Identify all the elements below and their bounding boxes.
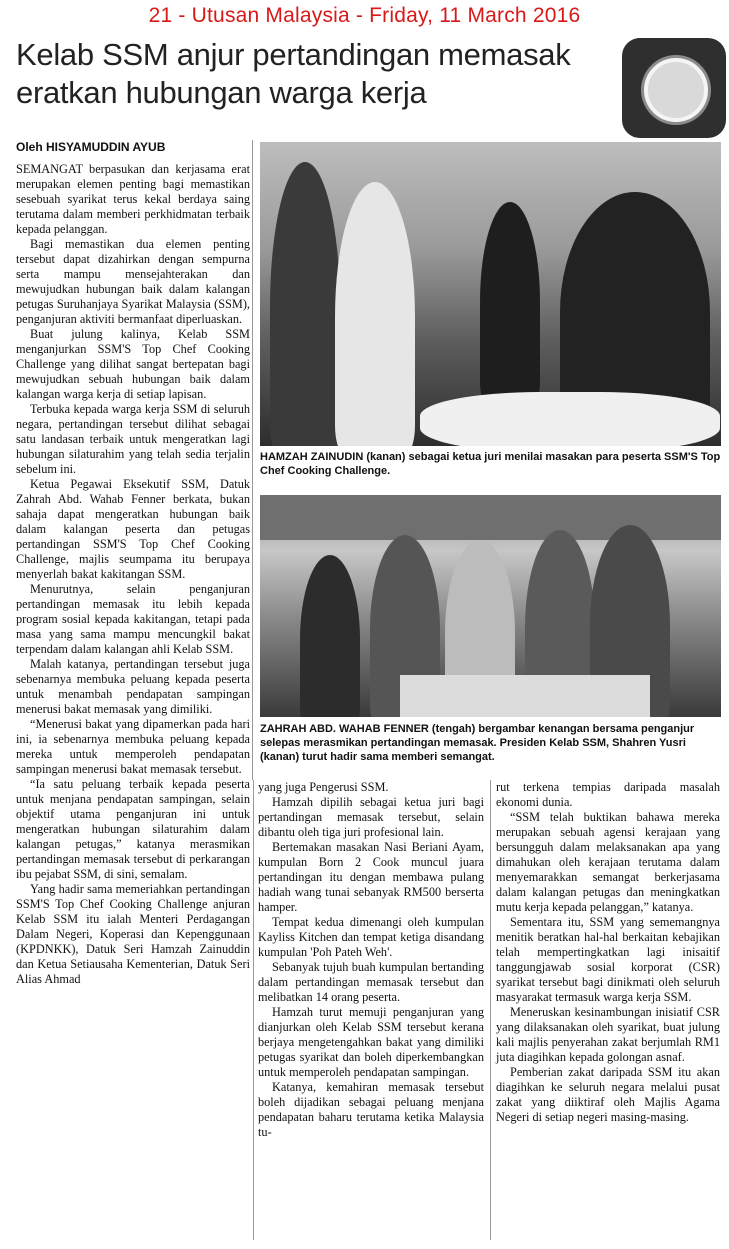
paragraph: Bagi memastikan dua elemen penting tersebut dapat dizahirkan dengan sempurna serta mampu mensejahterakan dan mewujudkan hubungan baik dalam kalangan petugas Suruhanjaya Syarikat Malaysia (SSM), penganjuran aktiviti bermanfaat diperluaskan. [16,237,250,326]
photo-caption-2: ZAHRAH ABD. WAHAB FENNER (tengah) bergambar kenangan bersama penganjur selepas merasmikan pertandingan memasak. Presiden Kelab SSM, Shahren Yusri (kanan) turut hadir sama memberi semangat. [260,723,695,763]
paragraph: Buat julung kalinya, Kelab SSM menganjurkan SSM'S Top Chef Cooking Challenge yang dilihat sangat bertepatan bagi mewujudkan sebuah hubungan baik dalam kalangan warga kerja di setiap lapisan. [16,327,250,401]
paragraph: Terbuka kepada warga kerja SSM di seluruh negara, pertandingan tersebut dilihat sebagai satu landasan terbaik untuk mengeratkan lagi hubungan silaturahim yang telah sedia terjalin sebelum ini. [16,402,250,476]
photo-caption-1: HAMZAH ZAINUDIN (kanan) sebagai ketua juri menilai masakan para peserta SSM'S Top Chef Cooking Challenge. [260,451,721,477]
photo-table [420,392,720,446]
photo-group [260,495,721,717]
paragraph: Yang hadir sama memeriahkan pertandingan SSM'S Top Chef Cooking Challenge anjuran Kelab SSM itu ialah Menteri Perdagangan Dalam Negeri, Koperasi dan Kepenggunaan (KPDNKK), Datuk Seri Hamzah Zainuddin dan Ketua Setiausaha Kementerian, Datuk Seri Alias Ahmad [16,882,250,986]
paragraph: “Ia satu peluang terbaik kepada peserta untuk menjana pendapatan sampingan, selain objektif utama penganjuran ini untuk mengeratkan hubungan silaturahim dalam kalangan petugas,” katanya merasmikan pertandingan memasak tersebut di perkarangan ibu pejabat SSM, di sini, semalam. [16,777,250,881]
paragraph: Pemberian zakat daripada SSM itu akan diagihkan ke seluruh negara melalui pusat zakat yang diiktiraf oleh Majlis Agama Negeri di setiap negeri masing-masing. [496,1065,720,1124]
headline-line-1: Kelab SSM anjur pertandingan memasak [16,37,571,72]
paragraph: SEMANGAT berpasukan dan kerjasama erat merupakan elemen penting bagi memastikan sesebuah syarikat terus kekal berdaya saing terutama dalam memberi perkhidmatan terbaik kepada pelanggan. [16,162,250,236]
photo-tent [260,495,721,540]
paragraph: Sebanyak tujuh buah kumpulan bertanding dalam pertandingan memasak tersebut dan melibatkan 14 orang peserta. [258,960,484,1004]
paragraph: Tempat kedua dimenangi oleh kumpulan Kayliss Kitchen dan tempat ketiga disandang kumpulan 'Poh Pateh Weh'. [258,915,484,959]
photo-figure [270,162,340,446]
paragraph: Ketua Pegawai Eksekutif SSM, Datuk Zahrah Abd. Wahab Fenner berkata, bukan sahaja dapat mengeratkan hubungan baik dalam kalangan peserta dan petugas pertandingan SSM'S Top Chef Cooking Challenge, majlis seumpama itu berupaya menyerlah bakat kakitangan SSM. [16,477,250,581]
paragraph: rut terkena tempias daripada masalah ekonomi dunia. [496,780,720,809]
photo-counter [400,675,650,717]
paragraph: Katanya, kemahiran memasak tersebut boleh dijadikan sebagai peluang menjana pendapatan baharu terutama ketika Malaysia tu- [258,1080,484,1139]
byline: Oleh HISYAMUDDIN AYUB [16,140,166,154]
record-button[interactable] [622,38,726,138]
paragraph: Menurutnya, selain penganjuran pertandingan memasak itu lebih kepada program sosial kepada kakitangan, tetapi pada masa yang sama mampu mencungkil bakat terpendam dalam kalangan ahli Kelab SSM. [16,582,250,656]
paragraph: Meneruskan kesinambungan inisiatif CSR yang dilaksanakan oleh syarikat, buat julung kali majlis penyerahan zakat berjumlah RM1 juta diagihkan kepada golongan asnaf. [496,1005,720,1064]
photo-figure [480,202,540,402]
article-headline [16,36,616,112]
paragraph: Hamzah dipilih sebagai ketua juri bagi pertandingan memasak tersebut, selain dibantu oleh tiga juri profesional lain. [258,795,484,839]
column-divider [490,780,491,1240]
article-column-3 [496,780,720,1125]
column-divider [253,780,254,1240]
paragraph: yang juga Pengerusi SSM. [258,780,389,794]
paragraph: Sementara itu, SSM yang sememangnya menitik beratkan hal-hal berkaitan kebajikan telah mempertingkatkan lagi inisaitif tanggungjawab sosial korporat (CSR) syarikat tersebut bagi dinikmati oleh seluruh masyarakat termasuk warga kerja SSM. [496,915,720,1004]
column-divider [252,140,253,780]
paragraph: “SSM telah buktikan bahawa mereka merupakan sebuah agensi kerajaan yang bersungguh dalam melaksanakan apa yang dimahukan oleh kerajaan terutama dalam menyemarakkan semangat berkerjasama dalam kalangan petugas dan meningkatkan mutu kerja kepada pelanggan,” katanya. [496,810,720,914]
article-column-2 [258,780,484,1140]
headline-line-2: eratkan hubungan warga kerja [16,75,427,110]
paragraph: “Menerusi bakat yang dipamerkan pada hari ini, ia sebenarnya membuka peluang kepada mereka untuk memperoleh pendapatan sampingan menerusi bakat memasak tersebut. [16,717,250,776]
paragraph: Bertemakan masakan Nasi Beriani Ayam, kumpulan Born 2 Cook muncul juara pertandingan itu dengan membawa pulang hadiah wang tunai sebanyak RM500 berserta hamper. [258,840,484,914]
source-line: 21 - Utusan Malaysia - Friday, 11 March 2016 [148,4,581,27]
paragraph: Malah katanya, pertandingan tersebut juga sebenarnya membuka peluang kepada peserta untuk menambah pendapatan sampingan menerusi bakat memasak yang dimiliki. [16,657,250,716]
photo-judging [260,142,721,446]
record-circle-icon [644,58,708,122]
photo-figure [300,555,360,717]
article-column-1 [16,162,250,987]
photo-figure [335,182,415,446]
paragraph: Hamzah turut memuji penganjuran yang dianjurkan oleh Kelab SSM tersebut kerana berjaya mengetengahkan bakat yang dimiliki petugas syarikat dan boleh diperkembangkan untuk memperoleh pendapatan sampingan. [258,1005,484,1079]
